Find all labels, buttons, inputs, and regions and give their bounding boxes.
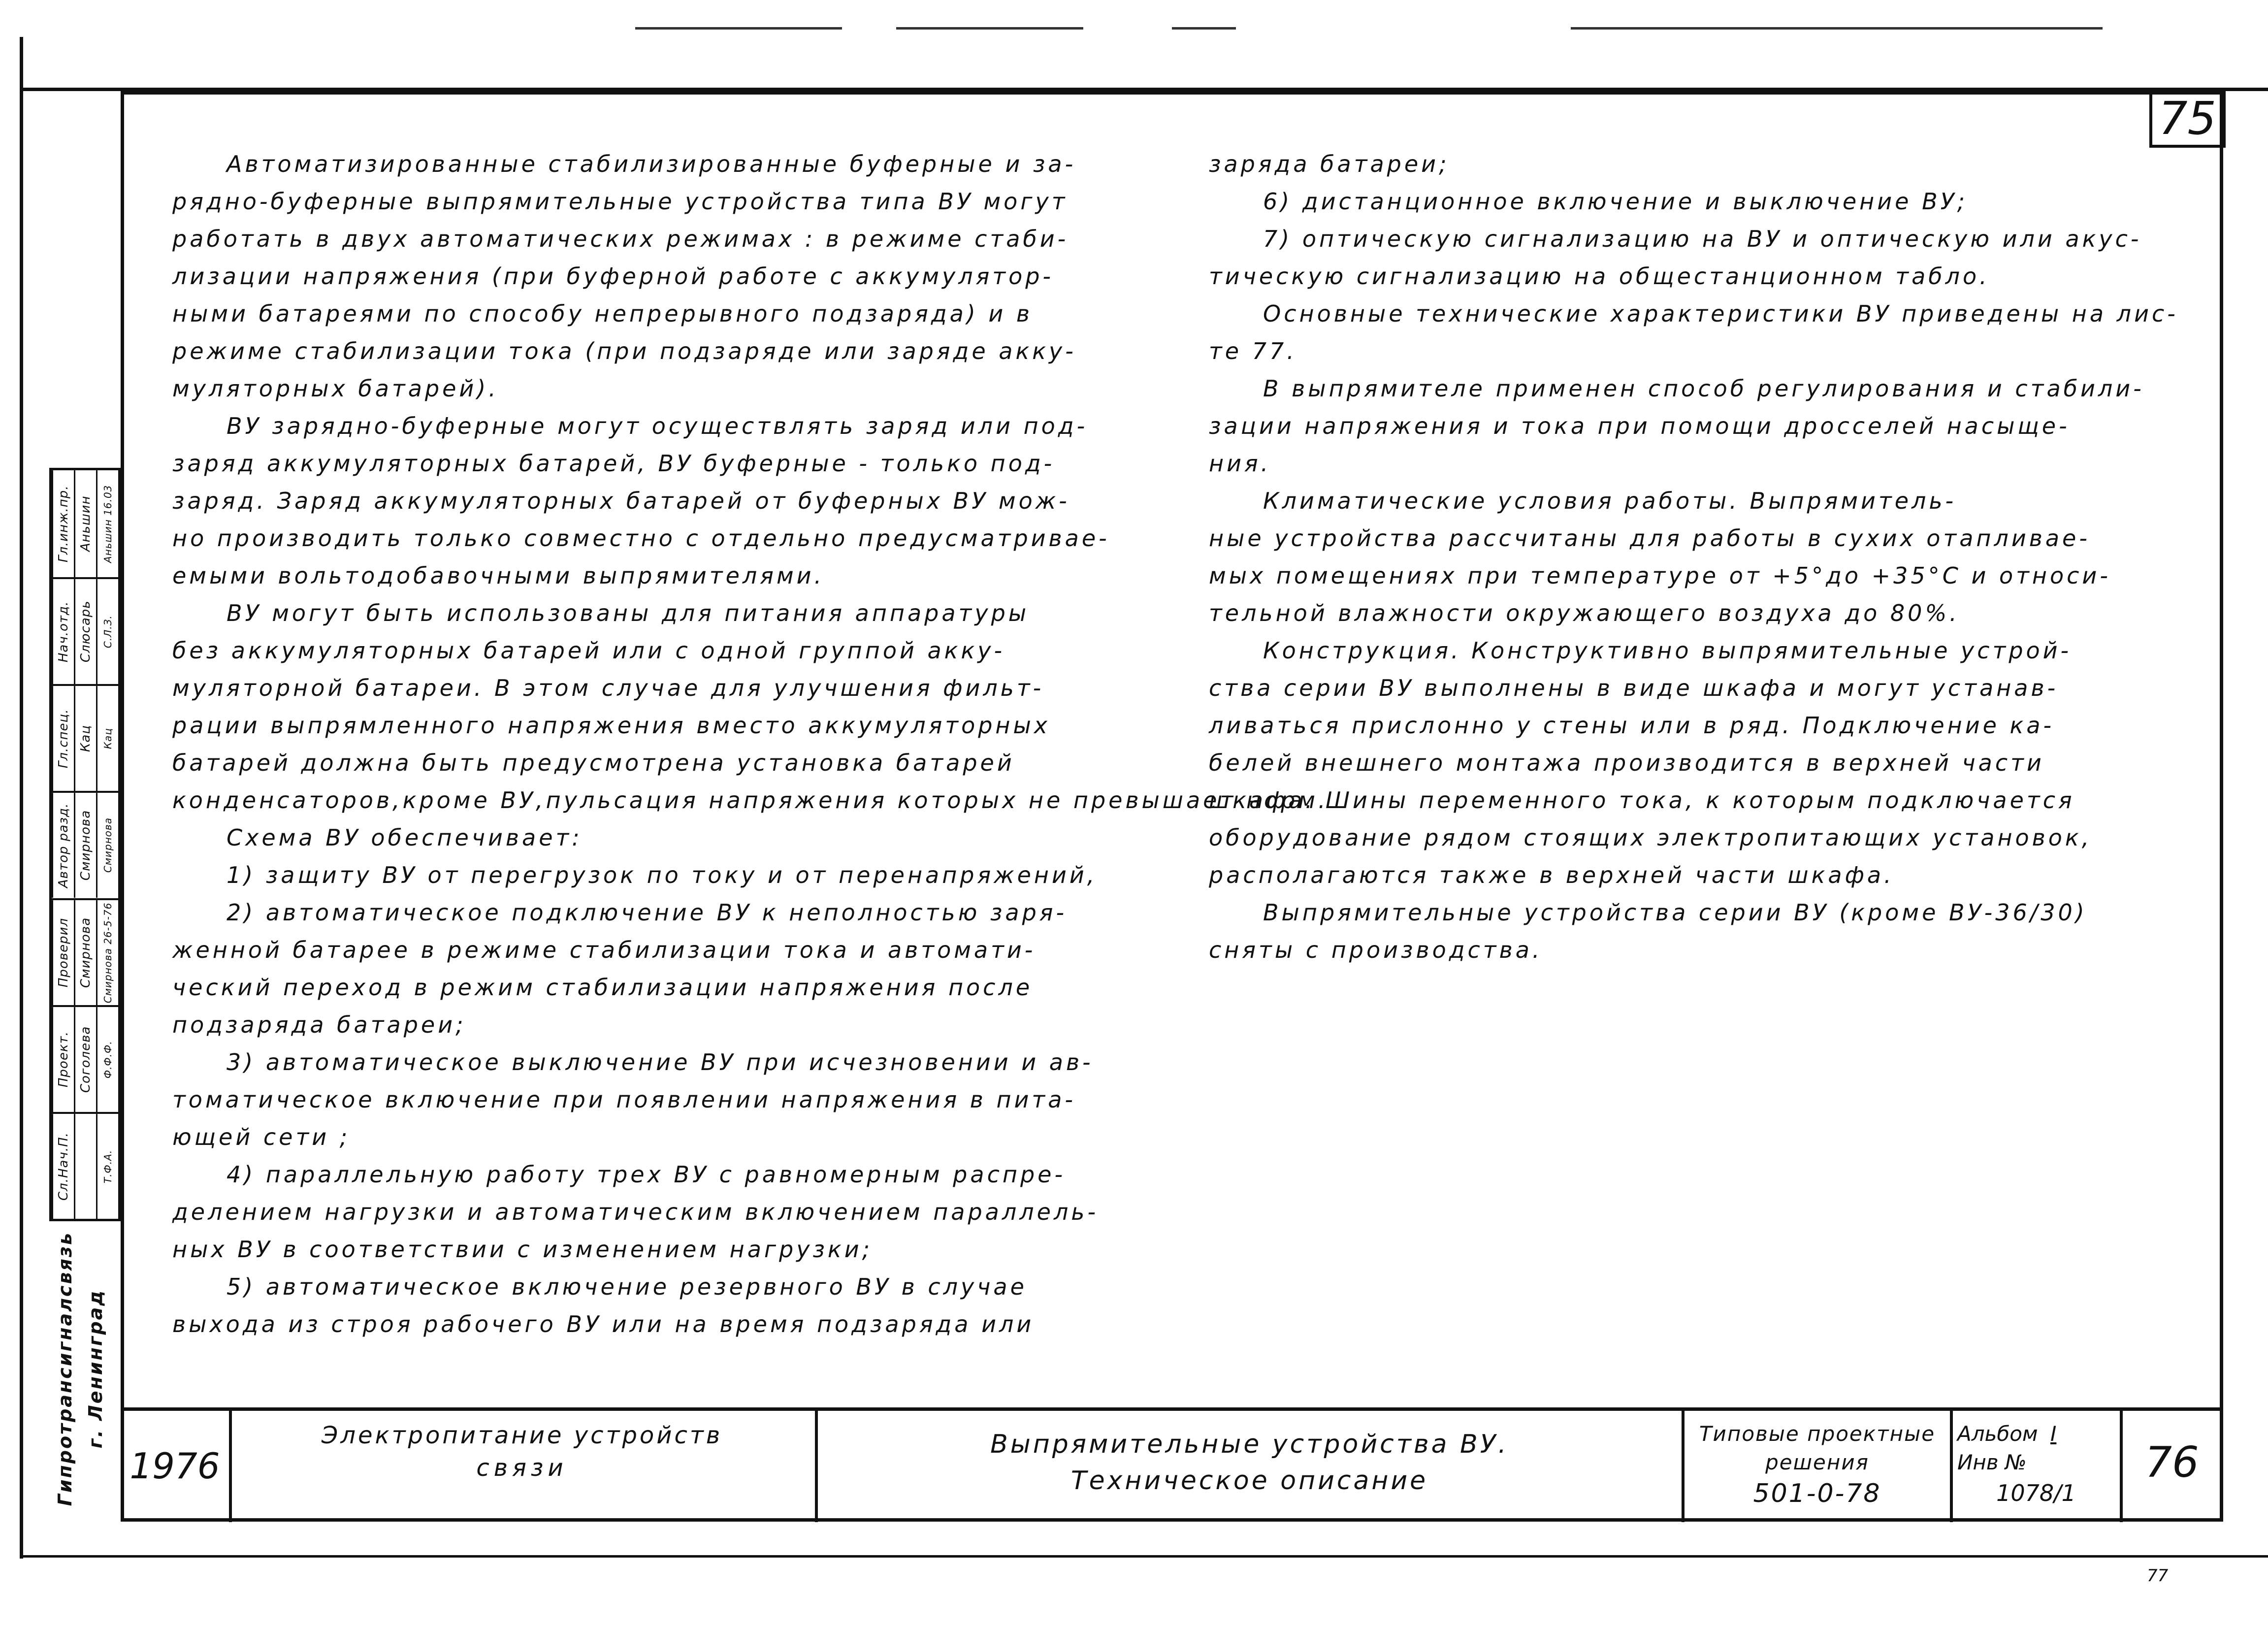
signature-name: Слюсарь: [74, 579, 96, 684]
text-line: батарей должна быть предусмотрена установка батарей: [172, 749, 1015, 776]
text-line: ливаться прислонно у стены или в ряд. Подключение ка-: [1209, 712, 2055, 739]
text-column-right: [1209, 145, 2178, 969]
sheet-number: 76: [2145, 1438, 2199, 1487]
signature-block: [49, 468, 121, 1221]
text-line: делением нагрузки и автоматическим включением параллель-: [172, 1199, 1099, 1225]
frame-bottom-line: [20, 1555, 2268, 1558]
organization-name: Гипротрансигналсвязь: [54, 1232, 76, 1506]
page-number-box: [2149, 89, 2226, 148]
text-line: тельной влажности окружающего воздуха до 80%.: [1209, 600, 1960, 626]
text-line: заряд. Заряд аккумуляторных батарей от буферных ВУ мож-: [172, 488, 1070, 514]
text-line: ВУ зарядно-буферные могут осуществлять заряд или под-: [227, 413, 1088, 439]
text-line: Основные технические характеристики ВУ приведены на лис-: [1263, 300, 2178, 327]
text-line: женной батарее в режиме стабилизации тока и автомати-: [172, 937, 1036, 963]
scan-artifact-line: [1571, 27, 2103, 30]
text-line: выхода из строя рабочего ВУ или на время подзаряда или: [172, 1311, 1035, 1337]
text-line: ные устройства рассчитаны для работы в сухих отапливае-: [1209, 525, 2090, 552]
text-line: работать в двух автоматических режимах : в режиме стаби-: [172, 226, 1069, 252]
signature-sign: Ф.Ф.Ф.: [96, 1007, 118, 1112]
text-line: ных ВУ в соответствии с изменением нагрузки;: [172, 1236, 873, 1263]
text-line: Климатические условия работы. Выпрямитель-: [1263, 488, 1957, 514]
album-row: [1957, 1422, 2115, 1446]
text-line: без аккумуляторных батарей или с одной группой акку-: [172, 637, 1005, 664]
inv-value: 1078/1: [1996, 1480, 2076, 1506]
series-line2: решения: [1765, 1450, 1869, 1474]
signature-name: Кац: [74, 686, 96, 791]
series-line3: 501-0-78: [1753, 1479, 1881, 1508]
text-line: шкафа. Шины переменного тока, к которым подключается: [1209, 787, 2075, 814]
text-line: 7) оптическую сигнализацию на ВУ и оптическую или акус-: [1263, 226, 2142, 252]
signature-sign: Смирнова 26-5-76: [96, 900, 118, 1005]
text-line: муляторных батарей).: [172, 375, 499, 402]
title-year: 1976: [130, 1445, 220, 1487]
page-number: 75: [2158, 92, 2217, 145]
album-label: Альбом: [1957, 1422, 2038, 1446]
text-line: тическую сигнализацию на общестанционном табло.: [1209, 263, 1990, 290]
title-block: [121, 1407, 2223, 1522]
inv-label: Инв №: [1957, 1450, 2027, 1474]
text-line: рации выпрямленного напряжения вместо аккумуляторных: [172, 712, 1051, 739]
signature-name: Аньшин: [74, 470, 96, 577]
text-line: лизации напряжения (при буферной работе с аккумулятор-: [172, 263, 1054, 290]
signature-role: Нач.отд.: [52, 579, 74, 684]
text-line: емыми вольтодобавочными выпрямителями.: [172, 562, 825, 589]
text-line: 1) защиту ВУ от перегрузок по току и от перенапряжений,: [227, 862, 1098, 888]
text-line: 3) автоматическое выключение ВУ при исчезновении и ав-: [227, 1049, 1094, 1075]
text-line: Схема ВУ обеспечивает:: [227, 824, 583, 851]
text-line: 5) автоматическое включение резервного ВУ в случае: [227, 1273, 1027, 1300]
text-line: В выпрямителе применен способ регулирования и стабили-: [1263, 375, 2144, 402]
inv-row: [1957, 1450, 2115, 1474]
text-line: но производить только совместно с отдельно предусматривае-: [172, 525, 1110, 552]
text-line: муляторной батареи. В этом случае для улучшения фильт-: [172, 675, 1044, 701]
signature-name: [74, 1114, 96, 1219]
signature-role: Проверил: [52, 900, 74, 1005]
organization-city: г. Ленинград: [84, 1289, 106, 1449]
signature-row: [52, 470, 118, 577]
signature-role: Гл.спец.: [52, 686, 74, 791]
signature-role: Автор разд.: [52, 793, 74, 898]
text-line: мых помещениях при температуре от +5°до +35°С и относи-: [1209, 562, 2111, 589]
text-line: 6) дистанционное включение и выключение ВУ;: [1263, 188, 1968, 215]
signature-name: Смирнова: [74, 793, 96, 898]
text-line: ющей сети ;: [172, 1124, 351, 1150]
text-line: рядно-буферные выпрямительные устройства типа ВУ могут: [172, 188, 1068, 215]
text-line: режиме стабилизации тока (при подзаряде или заряде акку-: [172, 338, 1076, 364]
text-line: Автоматизированные стабилизированные буферные и за-: [227, 151, 1076, 177]
text-line: те 77.: [1209, 338, 1297, 364]
text-line: ния.: [1209, 450, 1271, 477]
text-line: ными батареями по способу непрерывного подзаряда) и в: [172, 300, 1033, 327]
text-line: оборудование рядом стоящих электропитающих установок,: [1209, 824, 2092, 851]
text-line: ческий переход в режим стабилизации напряжения после: [172, 974, 1033, 1001]
text-line: конденсаторов,кроме ВУ,пульсация напряжения которых не превышает норм.: [172, 787, 1328, 814]
series-line1: Типовые проектные: [1699, 1422, 1936, 1446]
text-line: подзаряда батареи;: [172, 1011, 466, 1038]
text-line: заряда батареи;: [1209, 151, 1450, 177]
scan-artifact-line: [1172, 27, 1236, 30]
signature-sign: С.Л.З.: [96, 579, 118, 684]
signature-sign: Смирнова: [96, 793, 118, 898]
organization-stamp: [39, 1221, 121, 1517]
text-line: белей внешнего монтажа производится в верхней части: [1209, 749, 2044, 776]
signature-sign: Аньшин 16.03: [96, 470, 118, 577]
text-line: 2) автоматическое подключение ВУ к неполностью заря-: [227, 899, 1068, 926]
album-value: I: [2050, 1422, 2057, 1446]
signature-sign: Кац: [96, 686, 118, 791]
text-line: Выпрямительные устройства серии ВУ (кроме ВУ-36/30): [1263, 899, 2087, 926]
text-line: заряд аккумуляторных батарей, ВУ буферные - только под-: [172, 450, 1055, 477]
frame-left-line: [20, 37, 23, 1559]
title-main-line1: Выпрямительные устройства ВУ.: [990, 1430, 1509, 1459]
signature-role: Проект.: [52, 1007, 74, 1112]
text-line: располагаются также в верхней части шкафа.: [1209, 862, 1894, 888]
corner-mark: 77: [2147, 1566, 2169, 1586]
scan-artifact-line: [896, 27, 1083, 30]
text-line: ВУ могут быть использованы для питания аппаратуры: [227, 600, 1030, 626]
frame-top-line: [20, 88, 2268, 91]
text-line: 4) параллельную работу трех ВУ с равномерным распре-: [227, 1161, 1066, 1188]
signature-name: Смирнова: [74, 900, 96, 1005]
signature-row: [52, 898, 118, 1005]
signature-row: [52, 791, 118, 898]
signature-row: [52, 1112, 118, 1219]
signature-role: Гл.инж.пр.: [52, 470, 74, 577]
signature-row: [52, 684, 118, 791]
text-line: сняты с производства.: [1209, 937, 1543, 963]
signature-name: Соголева: [74, 1007, 96, 1112]
scan-artifact-line: [635, 27, 842, 30]
text-line: томатическое включение при появлении напряжения в пита-: [172, 1086, 1076, 1113]
signature-sign: Т.Ф.А.: [96, 1114, 118, 1219]
signature-row: [52, 577, 118, 684]
text-line: зации напряжения и тока при помощи дросселей насыще-: [1209, 413, 2070, 439]
title-subject-line1: Электропитание устройств: [321, 1422, 723, 1449]
text-line: Конструкция. Конструктивно выпрямительные устрой-: [1263, 637, 2072, 664]
title-main-line2: Техническое описание: [1070, 1466, 1428, 1496]
signature-role: Сл.Нач.П.: [52, 1114, 74, 1219]
signature-row: [52, 1005, 118, 1112]
title-subject-line2: связи: [476, 1454, 568, 1482]
text-line: ства серии ВУ выполнены в виде шкафа и могут устанав-: [1209, 675, 2059, 701]
